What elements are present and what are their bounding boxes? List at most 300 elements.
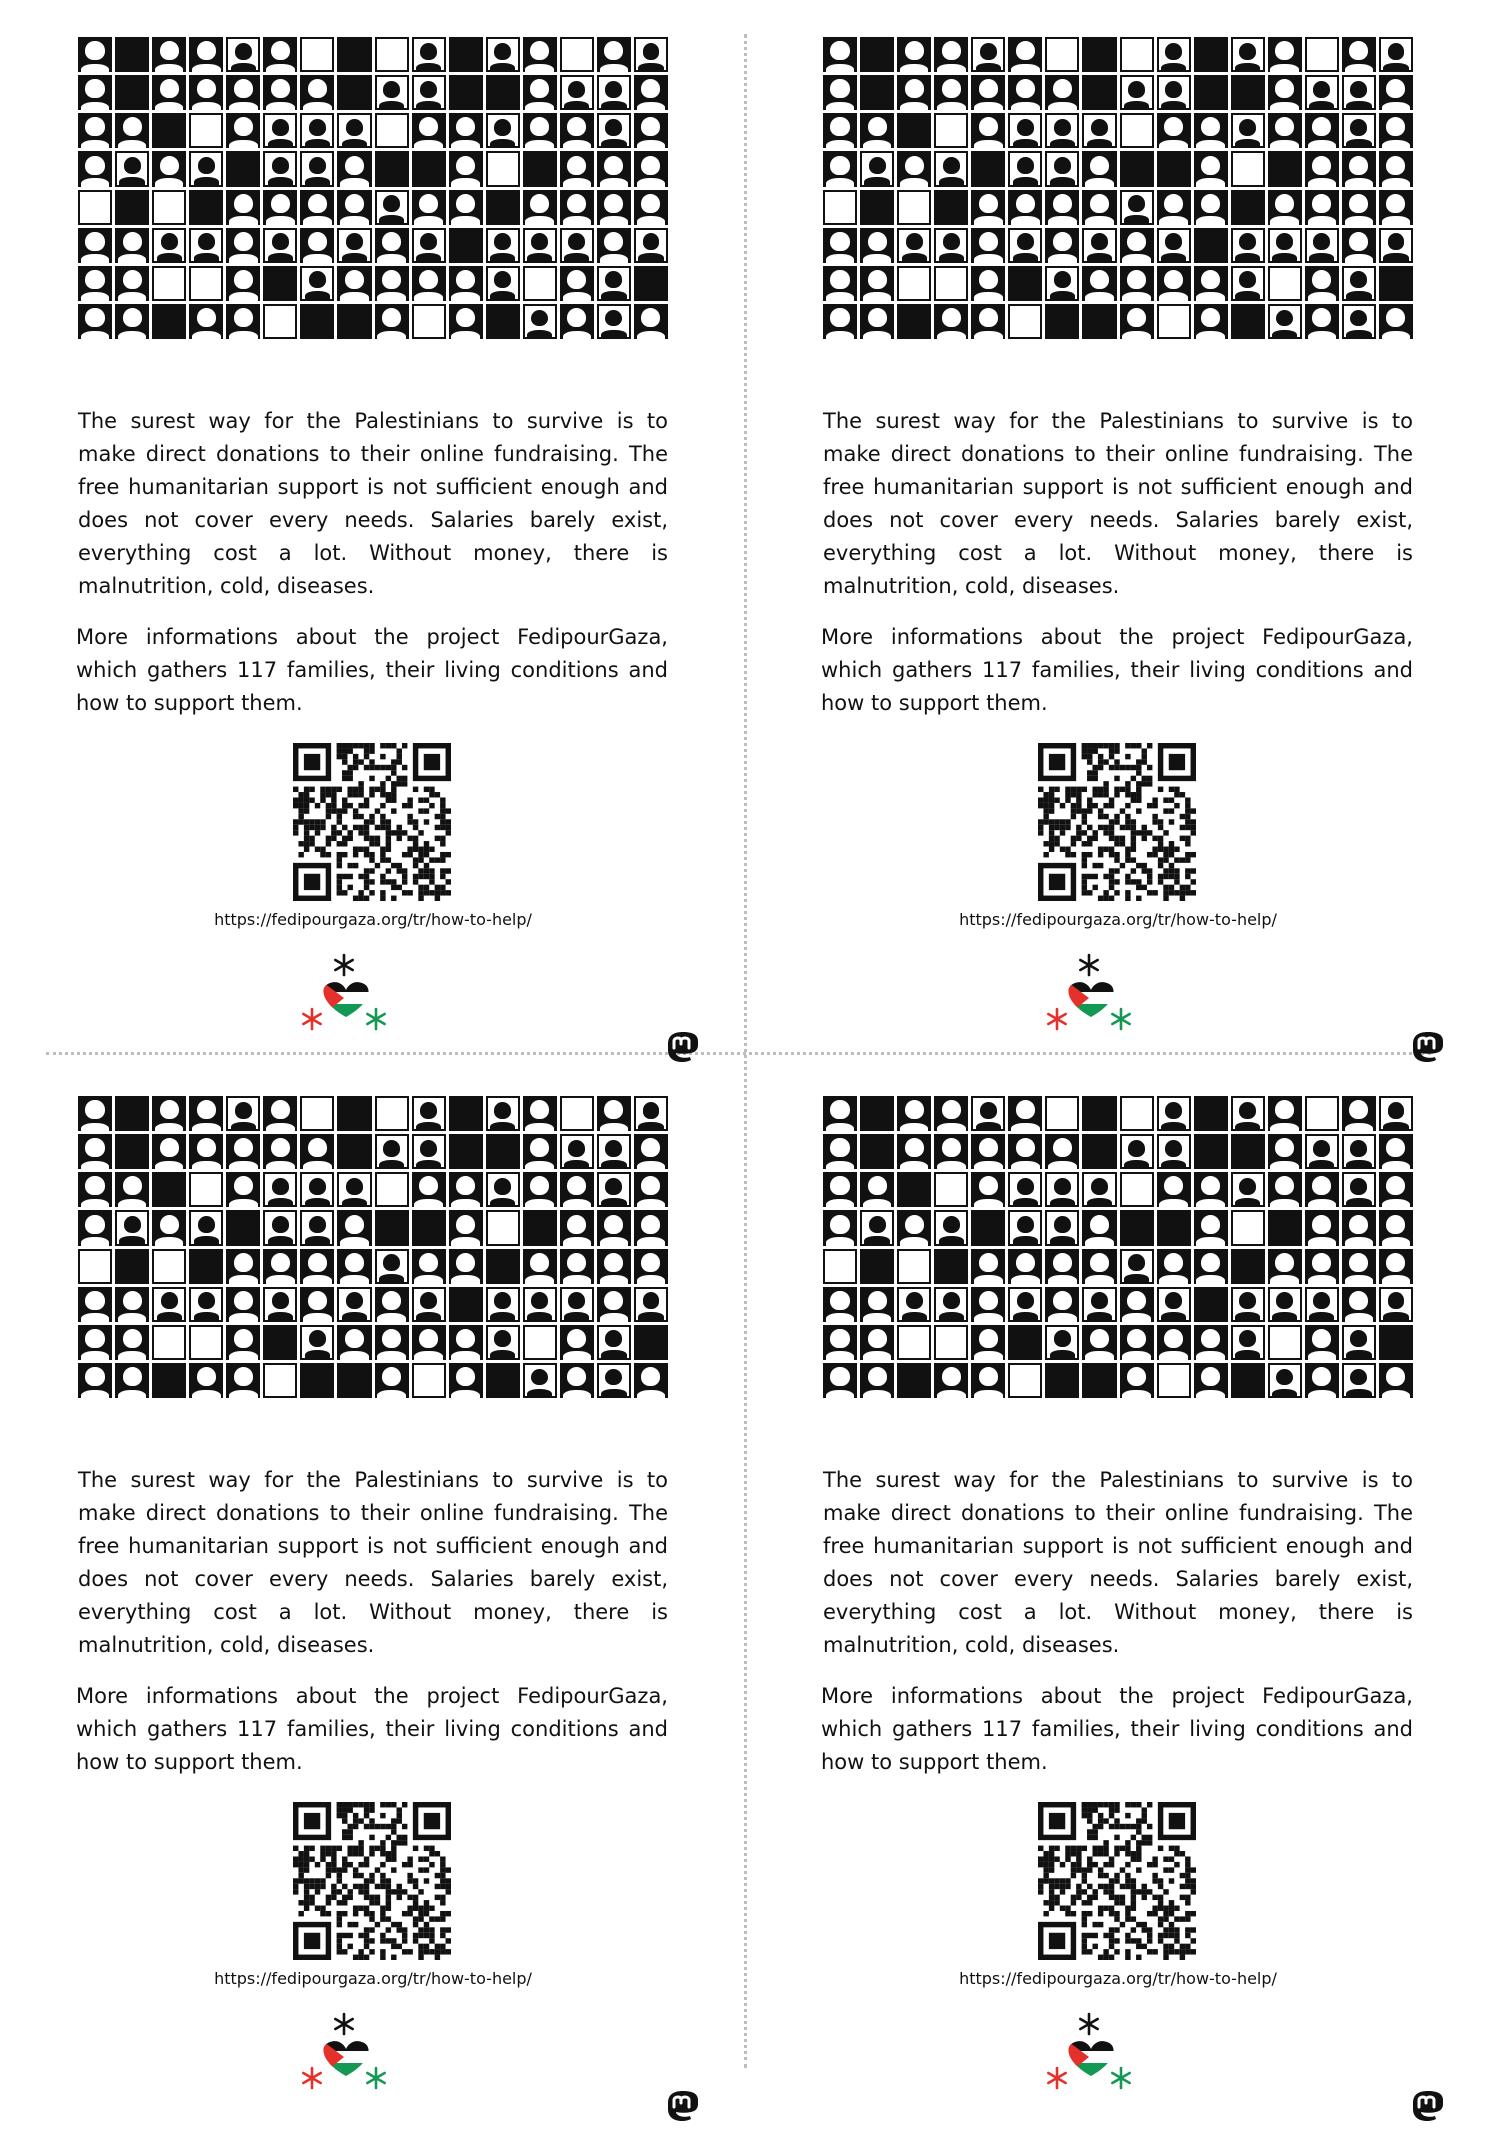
mosaic-photo-tile [115,304,149,339]
mosaic-photo-tile [934,37,968,72]
mosaic-photo-tile [226,304,260,339]
mosaic-photo-tile [263,113,297,148]
mosaic-photo-tile [523,1325,557,1360]
flyer-paragraph-1: The surest way for the Palestinians to survive is to make direct donations to their online fundraising. The free humanitarian support is not sufficient enough and does not cover every needs. Salaries barely exist, everything cost a lot. Without money, there is malnutrition, cold, diseases. [78,1468,668,1657]
mosaic-photo-tile [152,1172,186,1207]
mosaic-photo-tile [226,37,260,72]
fundraising-link[interactable]: https://fedipourgaza.org/tr/how-to-help/ [959,1969,1277,1988]
mosaic-photo-tile [1305,1134,1339,1169]
mosaic-photo-tile [597,228,631,263]
mosaic-photo-tile [634,113,668,148]
mosaic-photo-tile [823,113,857,148]
mosaic-photo-tile [1379,266,1413,301]
mosaic-photo-tile [1082,37,1116,72]
mosaic-photo-tile [860,1287,894,1322]
mosaic-photo-tile [300,151,334,186]
mosaic-photo-tile [971,1325,1005,1360]
mosaic-photo-tile [634,266,668,301]
mosaic-photo-tile [971,266,1005,301]
mosaic-photo-tile [1231,1287,1265,1322]
mosaic-photo-tile [337,1096,371,1131]
qr-code-icon[interactable] [1038,743,1196,901]
mosaic-photo-tile [115,1287,149,1322]
mosaic-photo-tile [860,1134,894,1169]
mosaic-photo-tile [1231,1325,1265,1360]
mosaic-photo-tile [1008,1363,1042,1398]
mosaic-photo-tile [412,1172,446,1207]
mosaic-photo-tile [263,151,297,186]
mosaic-photo-tile [300,1363,334,1398]
mosaic-photo-tile [597,1287,631,1322]
flyer-paragraph-2: More informations about the project FedipourGaza, which gathers 117 families, their living conditions and how to support them. [821,1684,1413,1774]
mosaic-photo-tile [971,75,1005,110]
mosaic-photo-tile [375,1363,409,1398]
qr-code-icon[interactable] [293,1802,451,1960]
mosaic-photo-tile [300,228,334,263]
mosaic-photo-tile [375,1325,409,1360]
mosaic-photo-tile [1157,1134,1191,1169]
mosaic-photo-tile [523,1096,557,1131]
mosaic-photo-tile [1231,75,1265,110]
mosaic-photo-tile [300,37,334,72]
mosaic-photo-tile [1379,1134,1413,1169]
mosaic-photo-tile [337,1172,371,1207]
mosaic-photo-tile [860,151,894,186]
mosaic-photo-tile [1379,304,1413,339]
mosaic-photo-tile [934,266,968,301]
mosaic-photo-tile [152,228,186,263]
mosaic-photo-tile [1305,228,1339,263]
mosaic-photo-tile [78,1172,112,1207]
mosaic-photo-tile [823,1287,857,1322]
mosaic-photo-tile [115,1096,149,1131]
mosaic-photo-tile [1305,151,1339,186]
mosaic-photo-tile [634,190,668,225]
mosaic-photo-tile [1342,266,1376,301]
mosaic-photo-tile [1008,1172,1042,1207]
mosaic-photo-tile [1157,1249,1191,1284]
mosaic-photo-tile [115,37,149,72]
qr-code-icon[interactable] [1038,1802,1196,1960]
mosaic-photo-tile [1008,1287,1042,1322]
qr-code-icon[interactable] [293,743,451,901]
mosaic-photo-tile [934,75,968,110]
mosaic-photo-tile [263,190,297,225]
black-asterisk [335,2014,352,2034]
mosaic-photo-tile [412,266,446,301]
mosaic-photo-tile [597,190,631,225]
mosaic-photo-tile [115,190,149,225]
mosaic-photo-tile [1120,1096,1154,1131]
mosaic-photo-tile [189,1210,223,1245]
mosaic-photo-tile [860,304,894,339]
mosaic-photo-tile [412,1287,446,1322]
mosaic-photo-tile [897,190,931,225]
mosaic-photo-tile [226,151,260,186]
mosaic-photo-tile [971,190,1005,225]
fedipourgaza-logo [1037,949,1137,1041]
mosaic-photo-tile [337,190,371,225]
mosaic-photo-tile [337,1287,371,1322]
mosaic-photo-tile [823,190,857,225]
mosaic-photo-tile [1305,37,1339,72]
mosaic-photo-tile [1194,228,1228,263]
mosaic-photo-tile [486,1172,520,1207]
mosaic-photo-tile [971,1172,1005,1207]
mosaic-photo-tile [634,304,668,339]
mosaic-photo-tile [1157,1172,1191,1207]
photo-mosaic [78,37,668,339]
mosaic-photo-tile [375,1096,409,1131]
mosaic-photo-tile [523,1363,557,1398]
mosaic-photo-tile [375,1134,409,1169]
mosaic-photo-tile [189,1134,223,1169]
fundraising-link[interactable]: https://fedipourgaza.org/tr/how-to-help/ [214,1969,532,1988]
mosaic-photo-tile [1268,228,1302,263]
mosaic-photo-tile [115,151,149,186]
mosaic-photo-tile [226,1249,260,1284]
mosaic-photo-tile [1082,1134,1116,1169]
mosaic-photo-tile [897,113,931,148]
mosaic-photo-tile [1342,75,1376,110]
mosaic-photo-tile [1120,113,1154,148]
mosaic-photo-tile [860,1363,894,1398]
mosaic-photo-tile [1194,1249,1228,1284]
mosaic-photo-tile [897,1287,931,1322]
mosaic-photo-tile [860,1249,894,1284]
mosaic-photo-tile [1120,190,1154,225]
mosaic-photo-tile [115,228,149,263]
mosaic-photo-tile [523,37,557,72]
mosaic-photo-tile [560,37,594,72]
mosaic-photo-tile [152,1210,186,1245]
mosaic-photo-tile [1120,1134,1154,1169]
mosaic-photo-tile [1008,151,1042,186]
mosaic-photo-tile [337,37,371,72]
mosaic-photo-tile [263,1134,297,1169]
mosaic-photo-tile [860,228,894,263]
mosaic-photo-tile [1120,304,1154,339]
mosaic-photo-tile [523,1172,557,1207]
black-asterisk [335,955,352,975]
mosaic-photo-tile [1305,1325,1339,1360]
mosaic-photo-tile [189,1172,223,1207]
mosaic-photo-tile [300,1210,334,1245]
mosaic-photo-tile [1268,1363,1302,1398]
mosaic-photo-tile [1231,113,1265,148]
mosaic-photo-tile [1045,75,1079,110]
mosaic-photo-tile [1082,1363,1116,1398]
fundraising-link[interactable]: https://fedipourgaza.org/tr/how-to-help/ [214,910,532,929]
mosaic-photo-tile [1379,1249,1413,1284]
mosaic-photo-tile [560,1210,594,1245]
flyer-paragraph-1: The surest way for the Palestinians to survive is to make direct donations to their online fundraising. The free humanitarian support is not sufficient enough and does not cover every needs. Salaries barely exist, everything cost a lot. Without money, there is malnutrition, cold, diseases. [823,1468,1413,1657]
mosaic-photo-tile [823,1325,857,1360]
mosaic-photo-tile [449,1096,483,1131]
mosaic-photo-tile [412,113,446,148]
mosaic-photo-tile [560,190,594,225]
mosaic-photo-tile [523,190,557,225]
mosaic-photo-tile [823,266,857,301]
mosaic-photo-tile [486,1363,520,1398]
mosaic-photo-tile [897,151,931,186]
mosaic-photo-tile [486,151,520,186]
mosaic-photo-tile [1305,1249,1339,1284]
mosaic-photo-tile [412,37,446,72]
flyer-card-top-right [791,37,1488,1089]
red-asterisk [303,2068,320,2088]
mosaic-photo-tile [1305,1363,1339,1398]
mosaic-photo-tile [337,1134,371,1169]
green-asterisk [1112,2068,1129,2088]
mosaic-photo-tile [449,151,483,186]
mosaic-photo-tile [934,1325,968,1360]
mosaic-photo-tile [375,113,409,148]
mosaic-photo-tile [337,266,371,301]
mosaic-photo-tile [337,304,371,339]
mosaic-photo-tile [1157,151,1191,186]
mosaic-photo-tile [897,1363,931,1398]
mosaic-photo-tile [934,1210,968,1245]
mosaic-photo-tile [1008,1249,1042,1284]
mosaic-photo-tile [860,1210,894,1245]
mosaic-photo-tile [263,304,297,339]
mosaic-photo-tile [1194,1287,1228,1322]
mosaic-photo-tile [1008,266,1042,301]
mosaic-photo-tile [1194,190,1228,225]
mosaic-photo-tile [823,37,857,72]
mosaic-photo-tile [300,75,334,110]
mosaic-photo-tile [1231,1210,1265,1245]
mosaic-photo-tile [1045,190,1079,225]
mosaic-photo-tile [1342,190,1376,225]
mosaic-photo-tile [934,1096,968,1131]
mosaic-photo-tile [1342,1287,1376,1322]
mosaic-photo-tile [1305,75,1339,110]
flyer-card-bottom-left [46,1096,790,2148]
mosaic-photo-tile [1157,1210,1191,1245]
mosaic-photo-tile [860,37,894,72]
mosaic-photo-tile [823,1249,857,1284]
mosaic-photo-tile [597,1363,631,1398]
mosaic-photo-tile [1231,151,1265,186]
mosaic-photo-tile [1120,1287,1154,1322]
mosaic-photo-tile [263,1325,297,1360]
mosaic-photo-tile [1379,113,1413,148]
mosaic-photo-tile [823,151,857,186]
mosaic-photo-tile [412,1096,446,1131]
mosaic-photo-tile [1082,75,1116,110]
mosaic-photo-tile [597,113,631,148]
mosaic-photo-tile [152,304,186,339]
mosaic-photo-tile [449,1172,483,1207]
mosaic-photo-tile [1342,1363,1376,1398]
mosaic-photo-tile [486,1287,520,1322]
mosaic-photo-tile [337,1325,371,1360]
mosaic-photo-tile [1231,37,1265,72]
mastodon-icon [665,2089,701,2125]
mosaic-photo-tile [1231,190,1265,225]
mosaic-photo-tile [1342,1134,1376,1169]
mosaic-photo-tile [152,37,186,72]
mosaic-photo-tile [1008,37,1042,72]
mosaic-photo-tile [1008,1210,1042,1245]
mosaic-photo-tile [1045,1325,1079,1360]
mosaic-photo-tile [597,304,631,339]
mosaic-photo-tile [449,1363,483,1398]
mosaic-photo-tile [115,266,149,301]
mosaic-photo-tile [337,1249,371,1284]
mosaic-photo-tile [226,1325,260,1360]
mosaic-photo-tile [1008,1134,1042,1169]
mosaic-photo-tile [1082,151,1116,186]
mosaic-photo-tile [486,1210,520,1245]
mosaic-photo-tile [1082,1210,1116,1245]
mosaic-photo-tile [1120,1363,1154,1398]
mosaic-photo-tile [1342,304,1376,339]
mosaic-photo-tile [1268,1096,1302,1131]
mosaic-photo-tile [1082,1287,1116,1322]
mosaic-photo-tile [1045,1172,1079,1207]
mosaic-photo-tile [375,75,409,110]
mosaic-photo-tile [300,1325,334,1360]
mosaic-photo-tile [1194,1325,1228,1360]
mosaic-photo-tile [375,151,409,186]
mosaic-photo-tile [189,37,223,72]
mosaic-photo-tile [1120,1249,1154,1284]
mosaic-photo-tile [823,228,857,263]
mosaic-photo-tile [412,1210,446,1245]
photo-mosaic [823,1096,1413,1398]
mosaic-photo-tile [1120,1172,1154,1207]
mosaic-photo-tile [189,266,223,301]
mosaic-photo-tile [486,1134,520,1169]
mosaic-photo-tile [1120,151,1154,186]
mosaic-photo-tile [152,1287,186,1322]
mosaic-photo-tile [560,1287,594,1322]
mosaic-photo-tile [597,266,631,301]
mosaic-photo-tile [1379,1287,1413,1322]
mosaic-photo-tile [78,1134,112,1169]
mosaic-photo-tile [1045,304,1079,339]
mosaic-photo-tile [449,37,483,72]
mosaic-photo-tile [1082,190,1116,225]
mosaic-photo-tile [1157,190,1191,225]
mosaic-photo-tile [560,304,594,339]
mosaic-photo-tile [1342,1172,1376,1207]
mosaic-photo-tile [1194,304,1228,339]
mosaic-photo-tile [375,37,409,72]
mosaic-photo-tile [78,1096,112,1131]
mosaic-photo-tile [375,1249,409,1284]
mosaic-photo-tile [934,190,968,225]
mosaic-photo-tile [1231,1363,1265,1398]
mosaic-photo-tile [934,151,968,186]
mosaic-photo-tile [1008,1325,1042,1360]
mosaic-photo-tile [1342,151,1376,186]
mosaic-photo-tile [1045,228,1079,263]
mosaic-photo-tile [523,1210,557,1245]
green-asterisk [367,1009,384,1029]
mosaic-photo-tile [971,1363,1005,1398]
mosaic-photo-tile [189,228,223,263]
mosaic-photo-tile [597,75,631,110]
mosaic-photo-tile [78,1210,112,1245]
mosaic-photo-tile [152,75,186,110]
mosaic-photo-tile [1268,113,1302,148]
mosaic-photo-tile [412,190,446,225]
mosaic-photo-tile [897,266,931,301]
mosaic-photo-tile [152,151,186,186]
flyer-paragraph-1: The surest way for the Palestinians to survive is to make direct donations to their online fundraising. The free humanitarian support is not sufficient enough and does not cover every needs. Salaries barely exist, everything cost a lot. Without money, there is malnutrition, cold, diseases. [823,409,1413,598]
mosaic-photo-tile [1045,1096,1079,1131]
mosaic-photo-tile [934,1287,968,1322]
flyer-paragraph-2: More informations about the project FedipourGaza, which gathers 117 families, their living conditions and how to support them. [76,625,668,715]
mosaic-photo-tile [1194,1172,1228,1207]
mosaic-photo-tile [1194,1210,1228,1245]
mosaic-photo-tile [78,228,112,263]
mosaic-photo-tile [560,113,594,148]
mosaic-photo-tile [634,1210,668,1245]
mosaic-photo-tile [1157,1096,1191,1131]
mosaic-photo-tile [1268,304,1302,339]
mosaic-photo-tile [263,266,297,301]
fedipourgaza-logo [292,2008,392,2100]
photo-mosaic [78,1096,668,1398]
mosaic-photo-tile [412,228,446,263]
mosaic-photo-tile [115,1325,149,1360]
mosaic-photo-tile [78,151,112,186]
green-asterisk [367,2068,384,2088]
mosaic-photo-tile [300,304,334,339]
mosaic-photo-tile [897,1134,931,1169]
mosaic-photo-tile [337,1363,371,1398]
mosaic-photo-tile [449,1134,483,1169]
mosaic-photo-tile [1379,151,1413,186]
mosaic-photo-tile [263,1210,297,1245]
mosaic-photo-tile [1379,228,1413,263]
black-asterisk [1080,955,1097,975]
mosaic-photo-tile [1231,1249,1265,1284]
mosaic-photo-tile [860,1172,894,1207]
mosaic-photo-tile [597,1096,631,1131]
mosaic-photo-tile [860,75,894,110]
mosaic-photo-tile [1045,266,1079,301]
red-asterisk [303,1009,320,1029]
mosaic-photo-tile [486,1096,520,1131]
mosaic-photo-tile [1008,190,1042,225]
mosaic-photo-tile [1305,1096,1339,1131]
mosaic-photo-tile [971,1287,1005,1322]
mosaic-photo-tile [1194,1363,1228,1398]
mosaic-photo-tile [1045,37,1079,72]
mosaic-photo-tile [560,151,594,186]
mosaic-photo-tile [1045,1210,1079,1245]
mosaic-photo-tile [971,37,1005,72]
mosaic-photo-tile [375,266,409,301]
mastodon-icon [665,1030,701,1066]
mosaic-photo-tile [823,1096,857,1131]
fundraising-link[interactable]: https://fedipourgaza.org/tr/how-to-help/ [959,910,1277,929]
mosaic-photo-tile [1268,1172,1302,1207]
mosaic-photo-tile [226,1172,260,1207]
mosaic-photo-tile [226,1363,260,1398]
mosaic-photo-tile [634,151,668,186]
mosaic-photo-tile [152,1249,186,1284]
mosaic-photo-tile [1342,228,1376,263]
mosaic-photo-tile [1082,1096,1116,1131]
mosaic-photo-tile [823,75,857,110]
